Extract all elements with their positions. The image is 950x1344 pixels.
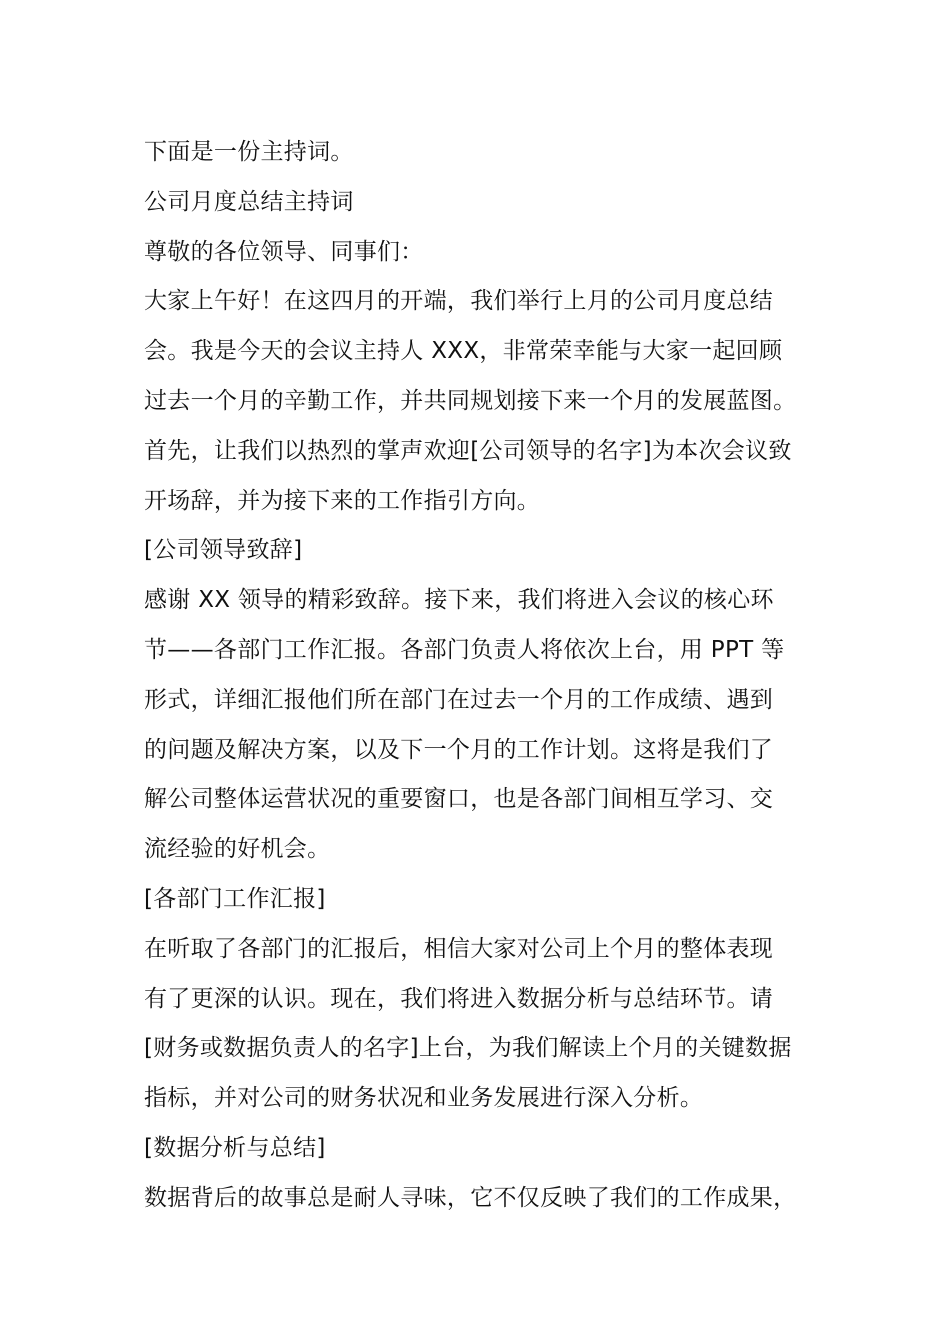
paragraph <box>144 1124 824 1174</box>
paragraph <box>144 875 824 925</box>
text-line: [数据分析与总结] <box>144 1134 326 1161</box>
text-line: [公司领导致辞] <box>144 537 303 564</box>
paragraph <box>144 178 824 228</box>
text-line: 形式，详细汇报他们所在部门在过去一个月的工作成绩、遇到 <box>144 686 774 713</box>
text-line: 流经验的好机会。 <box>144 836 331 863</box>
text-line: 下面是一份主持词。 <box>144 139 354 165</box>
text-line: [各部门工作汇报] <box>144 885 326 912</box>
text-line: 尊敬的各位领导、同事们： <box>144 238 424 265</box>
text-line: 公司月度总结主持词 <box>144 188 354 215</box>
text-line: 感谢 XX 领导的精彩致辞。接下来，我们将进入会议的核心环 <box>144 587 774 614</box>
paragraph <box>144 1174 824 1224</box>
text-line: 数据背后的故事总是耐人寻味，它不仅反映了我们的工作成果， <box>144 1184 797 1211</box>
text-line: 首先，让我们以热烈的掌声欢迎[公司领导的名字]为本次会议致 <box>144 437 792 464</box>
text-line: 的问题及解决方案，以及下一个月的工作计划。这将是我们了 <box>144 736 774 763</box>
document-body <box>144 128 824 1224</box>
paragraph <box>144 128 824 178</box>
paragraph <box>144 925 824 1124</box>
paragraph <box>144 526 824 576</box>
paragraph <box>144 277 824 526</box>
text-line: 节——各部门工作汇报。各部门负责人将依次上台，用 PPT 等 <box>144 636 785 663</box>
text-line: [财务或数据负责人的名字]上台，为我们解读上个月的关键数据 <box>144 1035 792 1062</box>
paragraph <box>144 576 824 875</box>
paragraph <box>144 228 824 278</box>
text-line: 指标，并对公司的财务状况和业务发展进行深入分析。 <box>144 1085 704 1112</box>
text-line: 过去一个月的辛勤工作，并共同规划接下来一个月的发展蓝图。 <box>144 387 797 414</box>
text-line: 会。我是今天的会议主持人 XXX，非常荣幸能与大家一起回顾 <box>144 338 783 365</box>
text-line: 开场辞，并为接下来的工作指引方向。 <box>144 487 541 514</box>
text-line: 解公司整体运营状况的重要窗口，也是各部门间相互学习、交 <box>144 786 774 813</box>
text-line: 大家上午好！在这四月的开端，我们举行上月的公司月度总结 <box>144 288 774 315</box>
text-line: 有了更深的认识。现在，我们将进入数据分析与总结环节。请 <box>144 985 774 1012</box>
text-line: 在听取了各部门的汇报后，相信大家对公司上个月的整体表现 <box>144 935 774 962</box>
